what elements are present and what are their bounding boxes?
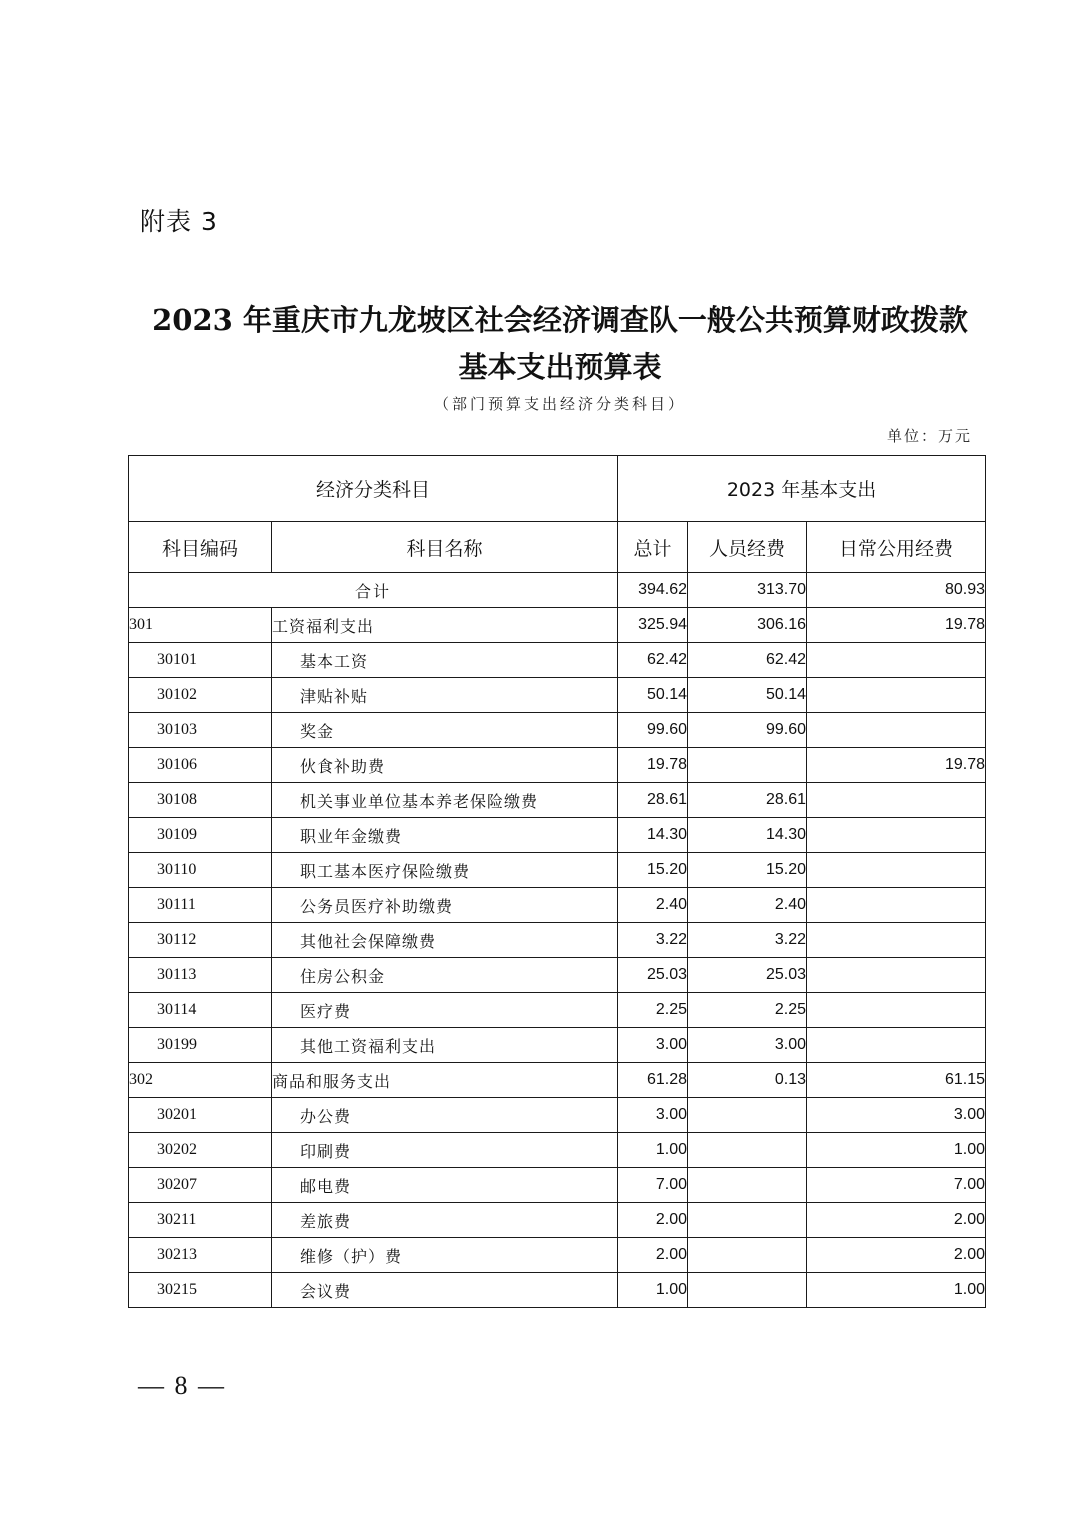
cell-total: 1.00 bbox=[618, 1273, 688, 1308]
table-row bbox=[129, 1063, 986, 1098]
header-total: 总计 bbox=[618, 522, 688, 573]
table-row bbox=[129, 923, 986, 958]
cell-personnel: 28.61 bbox=[688, 783, 807, 818]
cell-total: 7.00 bbox=[618, 1168, 688, 1203]
cell-personnel: 50.14 bbox=[688, 678, 807, 713]
cell-subject-code: 30202 bbox=[129, 1133, 272, 1168]
header-personnel-expense: 人员经费 bbox=[688, 522, 807, 573]
table-row bbox=[129, 783, 986, 818]
cell-subject-name: 维修（护）费 bbox=[272, 1238, 618, 1273]
cell-subject-name: 医疗费 bbox=[272, 993, 618, 1028]
table-column-header-row bbox=[129, 522, 986, 573]
cell-subject-name: 伙食补助费 bbox=[272, 748, 618, 783]
cell-total: 3.22 bbox=[618, 923, 688, 958]
cell-subject-name: 工资福利支出 bbox=[272, 608, 618, 643]
header-subject-name: 科目名称 bbox=[272, 522, 618, 573]
table-row bbox=[129, 888, 986, 923]
cell-personnel bbox=[688, 1168, 807, 1203]
document-title-line-1: 2023 年重庆市九龙坡区社会经济调查队一般公共预算财政拨款 bbox=[152, 303, 968, 337]
cell-public bbox=[807, 888, 986, 923]
document-subtitle: （部门预算支出经济分类科目） bbox=[433, 395, 686, 413]
table-row bbox=[129, 1238, 986, 1273]
cell-subject-name: 机关事业单位基本养老保险缴费 bbox=[272, 783, 618, 818]
cell-subject-name: 印刷费 bbox=[272, 1133, 618, 1168]
cell-personnel: 2.25 bbox=[688, 993, 807, 1028]
cell-personnel: 14.30 bbox=[688, 818, 807, 853]
cell-public: 61.15 bbox=[807, 1063, 986, 1098]
budget-table bbox=[128, 455, 986, 1308]
table-row bbox=[129, 1168, 986, 1203]
cell-personnel bbox=[688, 1098, 807, 1133]
cell-public bbox=[807, 958, 986, 993]
page-number: — 8 — bbox=[138, 1371, 226, 1400]
cell-subject-name: 办公费 bbox=[272, 1098, 618, 1133]
table-row bbox=[129, 1028, 986, 1063]
cell-subject-code: 30109 bbox=[129, 818, 272, 853]
cell-personnel: 2.40 bbox=[688, 888, 807, 923]
table-row bbox=[129, 643, 986, 678]
cell-personnel: 0.13 bbox=[688, 1063, 807, 1098]
cell-total: 25.03 bbox=[618, 958, 688, 993]
cell-total: 1.00 bbox=[618, 1133, 688, 1168]
cell-total: 61.28 bbox=[618, 1063, 688, 1098]
table-row bbox=[129, 958, 986, 993]
cell-personnel: 25.03 bbox=[688, 958, 807, 993]
cell-personnel: 3.00 bbox=[688, 1028, 807, 1063]
cell-public bbox=[807, 713, 986, 748]
cell-personnel bbox=[688, 1273, 807, 1308]
cell-personnel: 15.20 bbox=[688, 853, 807, 888]
cell-subject-name: 公务员医疗补助缴费 bbox=[272, 888, 618, 923]
cell-public bbox=[807, 993, 986, 1028]
cell-subject-name: 邮电费 bbox=[272, 1168, 618, 1203]
cell-subject-name: 差旅费 bbox=[272, 1203, 618, 1238]
cell-subject-code: 30101 bbox=[129, 643, 272, 678]
cell-subject-code: 30199 bbox=[129, 1028, 272, 1063]
cell-personnel bbox=[688, 1133, 807, 1168]
cell-public: 1.00 bbox=[807, 1133, 986, 1168]
cell-personnel bbox=[688, 748, 807, 783]
table-row bbox=[129, 1098, 986, 1133]
cell-subject-code: 30211 bbox=[129, 1203, 272, 1238]
cell-public: 19.78 bbox=[807, 748, 986, 783]
cell-subject-name: 其他社会保障缴费 bbox=[272, 923, 618, 958]
cell-total: 99.60 bbox=[618, 713, 688, 748]
table-row bbox=[129, 1203, 986, 1238]
cell-public: 19.78 bbox=[807, 608, 986, 643]
cell-public bbox=[807, 678, 986, 713]
cell-subject-code: 30106 bbox=[129, 748, 272, 783]
cell-subject-name: 商品和服务支出 bbox=[272, 1063, 618, 1098]
cell-subject-name: 会议费 bbox=[272, 1273, 618, 1308]
cell-subject-name: 住房公积金 bbox=[272, 958, 618, 993]
cell-subject-name: 奖金 bbox=[272, 713, 618, 748]
cell-subject-code: 30113 bbox=[129, 958, 272, 993]
cell-public: 3.00 bbox=[807, 1098, 986, 1133]
cell-total: 3.00 bbox=[618, 1028, 688, 1063]
total-personnel: 313.70 bbox=[688, 573, 807, 608]
cell-total: 2.00 bbox=[618, 1238, 688, 1273]
appendix-label: 附表 3 bbox=[140, 207, 218, 236]
header-public-expense: 日常公用经费 bbox=[807, 522, 986, 573]
cell-total: 19.78 bbox=[618, 748, 688, 783]
cell-public: 2.00 bbox=[807, 1238, 986, 1273]
total-total: 394.62 bbox=[618, 573, 688, 608]
table-row bbox=[129, 713, 986, 748]
table-row bbox=[129, 853, 986, 888]
cell-public bbox=[807, 783, 986, 818]
cell-subject-code: 30108 bbox=[129, 783, 272, 818]
cell-total: 2.40 bbox=[618, 888, 688, 923]
cell-personnel: 99.60 bbox=[688, 713, 807, 748]
cell-public bbox=[807, 643, 986, 678]
table-row bbox=[129, 818, 986, 853]
cell-subject-code: 30207 bbox=[129, 1168, 272, 1203]
cell-subject-code: 30110 bbox=[129, 853, 272, 888]
cell-personnel: 3.22 bbox=[688, 923, 807, 958]
cell-total: 28.61 bbox=[618, 783, 688, 818]
cell-public bbox=[807, 853, 986, 888]
cell-total: 2.00 bbox=[618, 1203, 688, 1238]
cell-public: 7.00 bbox=[807, 1168, 986, 1203]
cell-total: 15.20 bbox=[618, 853, 688, 888]
cell-subject-code: 30114 bbox=[129, 993, 272, 1028]
cell-personnel bbox=[688, 1238, 807, 1273]
cell-public bbox=[807, 818, 986, 853]
total-row bbox=[129, 573, 986, 608]
total-label: 合计 bbox=[129, 573, 618, 608]
cell-public: 2.00 bbox=[807, 1203, 986, 1238]
cell-subject-name: 基本工资 bbox=[272, 643, 618, 678]
cell-total: 50.14 bbox=[618, 678, 688, 713]
cell-subject-code: 30102 bbox=[129, 678, 272, 713]
cell-subject-code: 30112 bbox=[129, 923, 272, 958]
cell-total: 3.00 bbox=[618, 1098, 688, 1133]
table-row bbox=[129, 1133, 986, 1168]
document-title-line-2: 基本支出预算表 bbox=[458, 350, 662, 384]
cell-public: 1.00 bbox=[807, 1273, 986, 1308]
header-basic-expenditure-2023: 2023 年基本支出 bbox=[618, 456, 986, 522]
cell-public bbox=[807, 923, 986, 958]
table-row bbox=[129, 1273, 986, 1308]
cell-personnel bbox=[688, 1203, 807, 1238]
cell-personnel: 62.42 bbox=[688, 643, 807, 678]
cell-subject-name: 职工基本医疗保险缴费 bbox=[272, 853, 618, 888]
cell-personnel: 306.16 bbox=[688, 608, 807, 643]
table-row bbox=[129, 748, 986, 783]
header-economic-classification: 经济分类科目 bbox=[129, 456, 618, 522]
cell-subject-code: 30213 bbox=[129, 1238, 272, 1273]
cell-total: 2.25 bbox=[618, 993, 688, 1028]
cell-subject-code: 30111 bbox=[129, 888, 272, 923]
unit-label: 单位：万元 bbox=[886, 427, 972, 445]
table-row bbox=[129, 608, 986, 643]
cell-subject-code: 30215 bbox=[129, 1273, 272, 1308]
table-row bbox=[129, 993, 986, 1028]
cell-total: 62.42 bbox=[618, 643, 688, 678]
table-group-header-row bbox=[129, 456, 986, 522]
cell-subject-name: 其他工资福利支出 bbox=[272, 1028, 618, 1063]
table-row bbox=[129, 678, 986, 713]
cell-subject-code: 30201 bbox=[129, 1098, 272, 1133]
cell-subject-code: 301 bbox=[129, 608, 272, 643]
cell-subject-name: 津贴补贴 bbox=[272, 678, 618, 713]
cell-public bbox=[807, 1028, 986, 1063]
cell-total: 325.94 bbox=[618, 608, 688, 643]
header-subject-code: 科目编码 bbox=[129, 522, 272, 573]
cell-subject-code: 302 bbox=[129, 1063, 272, 1098]
cell-total: 14.30 bbox=[618, 818, 688, 853]
cell-subject-code: 30103 bbox=[129, 713, 272, 748]
cell-subject-name: 职业年金缴费 bbox=[272, 818, 618, 853]
total-public: 80.93 bbox=[807, 573, 986, 608]
